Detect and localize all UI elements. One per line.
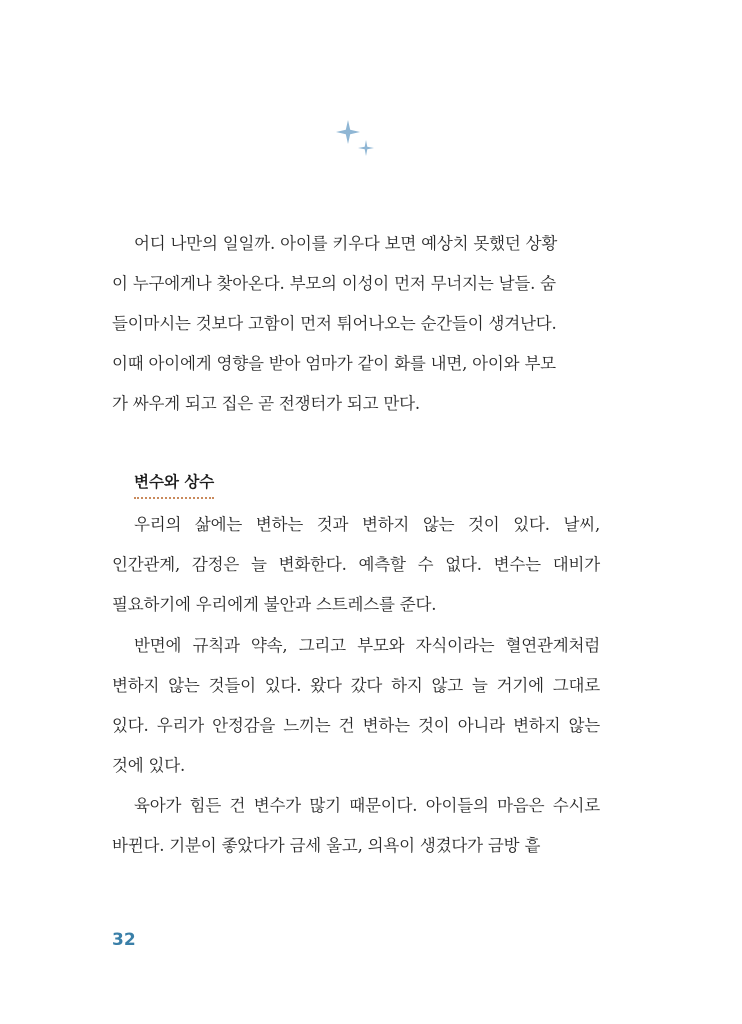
text-line: 들이마시는 것보다 고함이 먼저 튀어나오는 순간들이 생겨난다. [112, 314, 557, 333]
text-line: 가 싸우게 되고 집은 곧 전쟁터가 되고 만다. [112, 394, 420, 413]
sparkle-stars-icon [330, 115, 378, 163]
body-paragraph: 육아가 힘든 건 변수가 많기 때문이다. 아이들의 마음은 수시로 바뀐다. 기분이 좋았다가 금세 울고, 의욕이 생겼다가 금방 흩 [112, 796, 600, 855]
page-number: 32 [112, 930, 136, 950]
text-line: 어디 나만의 일일까. 아이를 키우다 보면 예상치 못했던 상황 [134, 234, 558, 253]
text-line: 이 누구에게나 찾아온다. 부모의 이성이 먼저 무너지는 날들. 숨 [112, 274, 556, 293]
section-heading: 변수와 상수 [134, 471, 214, 499]
body-paragraph: 우리의 삶에는 변하는 것과 변하지 않는 것이 있다. 날씨, 인간관계, 감정은 늘 변화한다. 예측할 수 없다. 변수는 대비가 필요하기에 우리에게 불안과 스트레스를 준다. [112, 515, 600, 614]
body-paragraph: 반면에 규칙과 약속, 그리고 부모와 자식이라는 혈연관계처럼 변하지 않는 것들이 있다. 왔다 갔다 하지 않고 늘 거기에 그대로 있다. 우리가 안정감을 느끼는 건 변하는 것이 아니라 변하지 않는 것에 있다. [112, 636, 600, 775]
text-line: 이때 아이에게 영향을 받아 엄마가 같이 화를 내면, 아이와 부모 [112, 354, 556, 373]
intro-paragraph [112, 224, 600, 424]
